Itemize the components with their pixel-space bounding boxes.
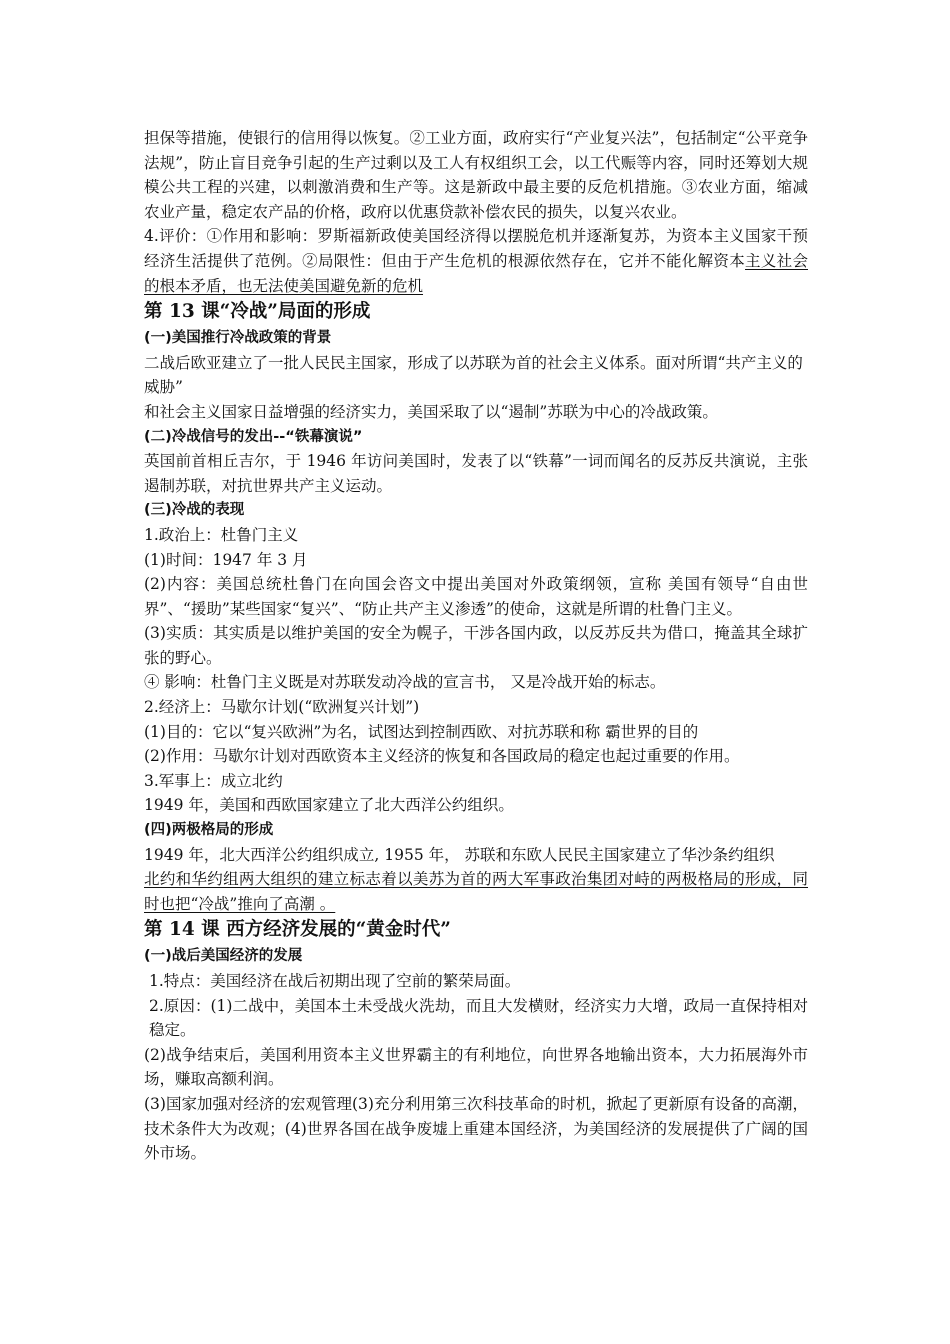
paragraph: 1.政治上：杜鲁门主义 (144, 525, 299, 544)
paragraph-evaluation (144, 224, 808, 298)
paragraph: 二战后欧亚建立了一批人民民主国家，形成了以苏联为首的社会主义体系。面对所谓“共产主义的威胁” (144, 353, 803, 397)
document-page (144, 126, 808, 1166)
section-heading: (一)战后美国经济的发展 (144, 948, 303, 965)
lesson-13-title: 第 13 课“冷战”局面的形成 (144, 301, 371, 323)
paragraph-underlined (144, 867, 808, 916)
paragraph: ④ 影响：杜鲁门主义既是对苏联发动冷战的宣言书， 又是冷战开始的标志。 (144, 673, 666, 692)
paragraph: 2.原因：(1)二战中，美国本土未受战火洗劫，而且大发横财，经济实力大增，政局一直保持相对稳定。 (149, 996, 808, 1040)
paragraph: (2)战争结束后，美国利用资本主义世界霸主的有利地位，向世界各地输出资本，大力拓展海外市场，赚取高额利润。 (144, 1045, 808, 1089)
paragraph: 3.军事上：成立北约 (144, 771, 283, 790)
paragraph: (1)目的：它以“复兴欧洲”为名，试图达到控制西欧、对抗苏联和称 霸世界的目的 (144, 722, 699, 741)
paragraph: 1949 年，北大西洋公约组织成立, 1955 年， 苏联和东欧人民民主国家建立了华沙条约组织 (144, 845, 775, 864)
paragraph: (3)国家加强对经济的宏观管理(3)充分利用第三次科技革命的时机，掀起了更新原有设备的高潮，技术条件大为改观；(4)世界各国在战争废墟上重建本国经济，为美国经济的发展提供了广阔的国外市场。 (144, 1094, 808, 1163)
section-heading: (三)冷战的表现 (144, 502, 245, 519)
paragraph-evaluation-text: 4.评价：①作用和影响：罗斯福新政使美国经济得以摆脱危机并逐渐复苏，为资本主义国家干预经济生活提供了范例。②局限性：但由于产生危机的根源依然存在，它并不能化解资本 (144, 227, 808, 270)
paragraph: (2)作用：马歇尔计划对西欧资本主义经济的恢复和各国政局的稳定也起过重要的作用。 (144, 747, 740, 766)
underlined-text: 主义社会的根本矛盾，也无法使美国避免新的危机 (144, 251, 808, 295)
underlined-text: 北约和华约组两大组织的建立标志着以美苏为首的两大军事政治集团对峙的两极格局的形成，同时也把“冷战”推向了高潮 。 (144, 870, 808, 913)
paragraph: 1.特点：美国经济在战后初期出现了空前的繁荣局面。 (149, 972, 521, 990)
section-heading: (二)冷战信号的发出--“铁幕演说” (144, 428, 363, 445)
section-heading: (四)两极格局的形成 (144, 822, 274, 839)
paragraph: 和社会主义国家日益增强的经济实力，美国采取了以“遏制”苏联为中心的冷战政策。 (144, 402, 718, 421)
paragraph: (3)实质：其实质是以维护美国的安全为幌子，干涉各国内政，以反苏反共为借口，掩盖其全球扩张的野心。 (144, 624, 808, 667)
paragraph: (2)内容：美国总统杜鲁门在向国会咨文中提出美国对外政策纲领，宣称 美国有领导“自由世界”、“援助”某些国家“复兴”、“防止共产主义渗透”的使命，这就是所谓的杜鲁门主义。 (144, 575, 808, 618)
paragraph: 英国前首相丘吉尔，于 1946 年访问美国时，发表了以“铁幕”一词而闻名的反苏反共演说，主张遏制苏联，对抗世界共产主义运动。 (144, 452, 808, 495)
paragraph: 1949 年，美国和西欧国家建立了北大西洋公约组织。 (144, 796, 514, 815)
paragraph: 担保等措施，使银行的信用得以恢复。②工业方面，政府实行“产业复兴法”，包括制定“公平竞争法规”，防止盲目竞争引起的生产过剩以及工人有权组织工会，以工代赈等内容，同时还筹划大规模公共工程的兴建，以刺激消费和生产等。这是新政中最主要的反危机措施。③农业方面，缩减农业产量，稳定农产品的价格，政府以优惠贷款补偿农民的损失，以复兴农业。 (144, 129, 808, 221)
section-heading: (一)美国推行冷战政策的背景 (144, 330, 332, 347)
paragraph: (1)时间：1947 年 3 月 (144, 550, 308, 569)
lesson-14-title: 第 14 课 西方经济发展的“黄金时代” (144, 919, 451, 941)
paragraph: 2.经济上：马歇尔计划(“欧洲复兴计划”) (144, 698, 420, 717)
